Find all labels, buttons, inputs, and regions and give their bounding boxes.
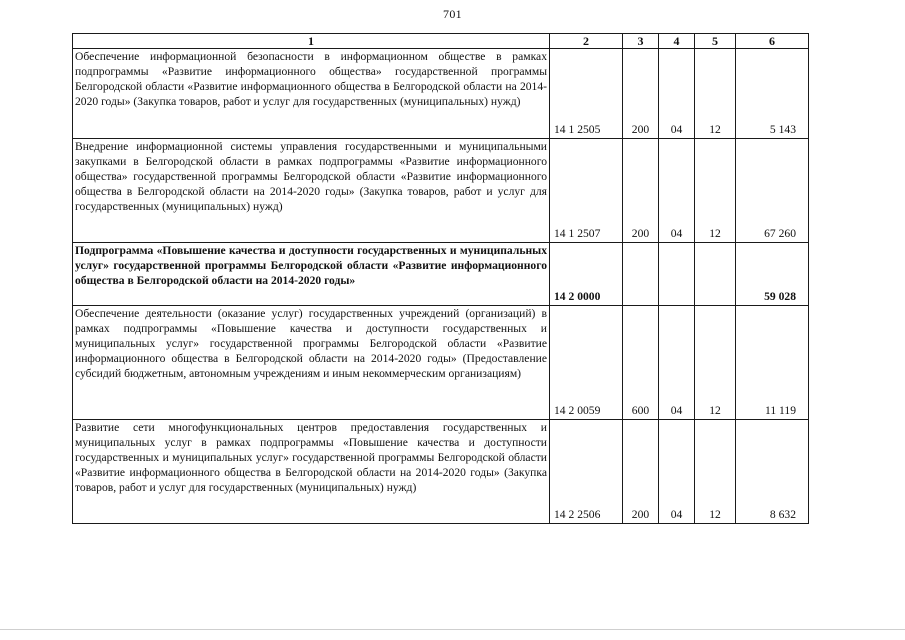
header-col-2: 2 <box>550 34 623 49</box>
row-description: Внедрение информационной системы управления государственными и муниципальными закупками в Белгородской области в рамках подпрограммы «Развитие информационного общества» государственной программы Белгородской области «Развитие информационного общества в Белгородской области на 2014-2020 годы» (Закупка товаров, работ и услуг для государственных (муниципальных) нужд) <box>73 139 550 243</box>
row-col3 <box>623 243 659 306</box>
row-description: Обеспечение информационной безопасности в информационном обществе в рамках подпрограммы «Развитие информационного общества» государственной программы Белгородской области «Развитие информационного общества в Белгородской области на 2014-2020 годы» (Закупка товаров, работ и услуг для государственных (муниципальных) нужд) <box>73 49 550 139</box>
row-amount: 59 028 <box>736 243 809 306</box>
row-col4: 04 <box>659 49 695 139</box>
scan-edge-line <box>0 629 905 630</box>
header-col-1: 1 <box>73 34 550 49</box>
header-col-5: 5 <box>695 34 736 49</box>
row-col3: 200 <box>623 139 659 243</box>
table-row <box>73 139 809 243</box>
row-col3: 200 <box>623 420 659 524</box>
table-row-subprogram <box>73 243 809 306</box>
row-col5: 12 <box>695 306 736 420</box>
row-col4: 04 <box>659 420 695 524</box>
page-number: 701 <box>443 7 462 21</box>
budget-table <box>72 33 809 524</box>
row-col5: 12 <box>695 139 736 243</box>
table-row <box>73 420 809 524</box>
header-col-6: 6 <box>736 34 809 49</box>
row-description: Обеспечение деятельности (оказание услуг) государственных учреждений (организаций) в рамках подпрограммы «Повышение качества и доступности государственных и муниципальных услуг» государственной программы Белгородской области «Развитие информационного общества в Белгородской области на 2014-2020 годы» (Предоставление субсидий бюджетным, автономным учреждениям и иным некоммерческим организациям) <box>73 306 550 420</box>
header-col-3: 3 <box>623 34 659 49</box>
row-code: 14 1 2507 <box>550 139 623 243</box>
row-code: 14 1 2505 <box>550 49 623 139</box>
table-header-row <box>73 34 809 49</box>
row-amount: 11 119 <box>736 306 809 420</box>
row-code: 14 2 0000 <box>550 243 623 306</box>
row-amount: 5 143 <box>736 49 809 139</box>
row-description: Подпрограмма «Повышение качества и доступности государственных и муниципальных услуг» государственной программы Белгородской области «Развитие информационного общества в Белгородской области на 2014-2020 годы» <box>73 243 550 306</box>
row-code: 14 2 2506 <box>550 420 623 524</box>
row-col4: 04 <box>659 139 695 243</box>
row-col4: 04 <box>659 306 695 420</box>
row-amount: 8 632 <box>736 420 809 524</box>
row-amount: 67 260 <box>736 139 809 243</box>
row-col5 <box>695 243 736 306</box>
row-description: Развитие сети многофункциональных центров предоставления государственных и муниципальных услуг в рамках подпрограммы «Повышение качества и доступности государственных и муниципальных услуг» государственной программы Белгородской области «Развитие информационного общества в Белгородской области на 2014-2020 годы» (Закупка товаров, работ и услуг для государственных (муниципальных) нужд) <box>73 420 550 524</box>
header-col-4: 4 <box>659 34 695 49</box>
row-code: 14 2 0059 <box>550 306 623 420</box>
table-row <box>73 306 809 420</box>
row-col3: 600 <box>623 306 659 420</box>
row-col5: 12 <box>695 49 736 139</box>
table-row <box>73 49 809 139</box>
row-col3: 200 <box>623 49 659 139</box>
row-col4 <box>659 243 695 306</box>
row-col5: 12 <box>695 420 736 524</box>
